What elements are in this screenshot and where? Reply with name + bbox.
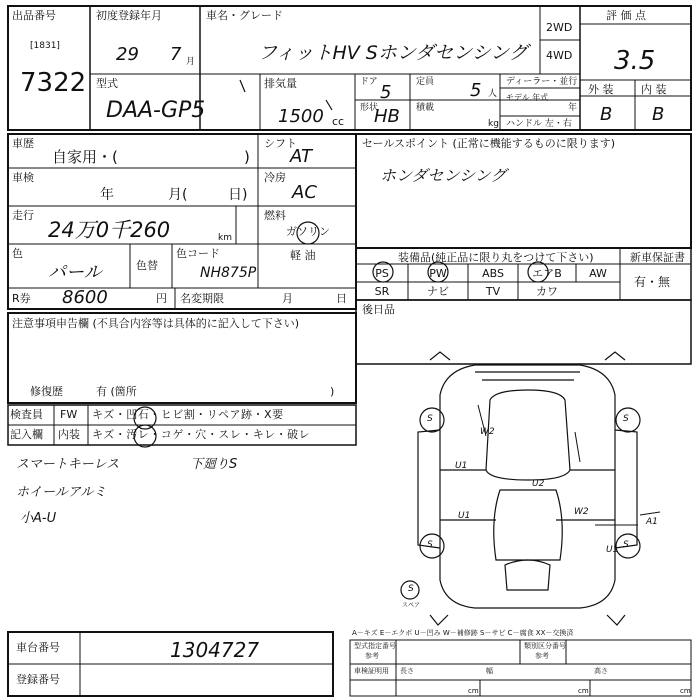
rear-items-label: 後日品 xyxy=(362,303,395,316)
warranty-value: 有・無 xyxy=(634,275,671,289)
equip-abs: ABS xyxy=(482,266,504,280)
height-label: 高さ xyxy=(594,667,608,675)
height-unit: cm xyxy=(680,687,691,695)
mark-s-front-left: S xyxy=(427,414,433,424)
entry-label: 記入欄 xyxy=(10,428,43,441)
fuel-gasoline: ガソリン xyxy=(286,225,330,238)
mark-w2-right: W2 xyxy=(574,507,589,517)
inspection-day: 日) xyxy=(228,187,248,203)
door-value: 5 xyxy=(380,82,392,103)
model-label: 型式 xyxy=(96,77,118,90)
name-change-day: 日 xyxy=(336,292,347,305)
type-cert-label: 型式指定番号 xyxy=(354,642,396,650)
mark-s-rear-right: S xyxy=(623,540,629,550)
category-label: 類別区分番号 xyxy=(524,642,566,650)
repair-label: 修復歴 xyxy=(30,385,63,398)
dealer-label: ディーラー・並行 xyxy=(506,77,578,87)
damage-legend: A－キズ E－エクボ U－凹み W－補修跡 S－サビ C－腐食 XX－交換済 xyxy=(352,629,574,637)
recycle-label: R券 xyxy=(12,292,31,305)
score-label: 評 価 点 xyxy=(606,9,646,22)
length-label: 長さ xyxy=(400,667,414,675)
notes-label: 注意事項申告欄 (不具合内容等は具体的に記入して下さい) xyxy=(12,317,300,330)
mileage-label: 走行 xyxy=(12,209,34,222)
fuel-label: 燃料 xyxy=(264,209,286,222)
interior-grade: B xyxy=(652,104,665,125)
interior-box-label: 内装 xyxy=(58,428,80,441)
displacement-value: 1500 xyxy=(278,106,324,127)
inspection-year: 年 xyxy=(100,187,114,203)
interior-items: キズ・汚レ・コゲ・穴・スレ・キレ・破レ xyxy=(92,428,311,441)
capacity-unit: 人 xyxy=(488,89,498,99)
mileage-value: 24万0千260 xyxy=(48,218,171,242)
exterior-label: 外 装 xyxy=(588,83,614,96)
ac-value: AC xyxy=(292,182,317,203)
shift-value: AT xyxy=(290,146,312,167)
exterior-grade: B xyxy=(600,104,613,125)
spare-note: スペア xyxy=(402,602,421,609)
usage-close: ) xyxy=(244,148,250,166)
mileage-unit: km xyxy=(218,233,232,243)
chassis-value: 1304727 xyxy=(170,638,260,662)
car-diagram xyxy=(134,77,660,625)
equip-aw: AW xyxy=(589,266,607,280)
displacement-unit: cc xyxy=(332,115,345,128)
equip-leather: カワ xyxy=(536,285,558,298)
month-unit: 月 xyxy=(186,57,196,67)
equip-sr: SR xyxy=(374,284,390,298)
fuel-diesel: 軽 油 xyxy=(290,249,316,262)
inspection-month: 月( xyxy=(168,187,188,203)
inspection-label: 車検 xyxy=(12,171,34,184)
displacement-label: 排気量 xyxy=(264,77,297,90)
handwritten-note-2: ホイールアルミ xyxy=(16,485,107,500)
mark-s-rear-left: S xyxy=(427,540,433,550)
fw-items: キズ・凹石・ヒビ割・リペア跡・X要 xyxy=(92,408,284,421)
sales-point-value: ホンダセンシング xyxy=(380,166,507,185)
model-value: DAA-GP5 xyxy=(106,98,206,123)
mark-u1-right: U1 xyxy=(606,545,619,555)
inspector-label: 検査員 xyxy=(10,408,43,421)
name-change-month: 月 xyxy=(282,292,293,305)
mark-a1-right: A1 xyxy=(646,517,658,527)
color-code-label: 色コード xyxy=(176,247,220,260)
lot-number: 7322 xyxy=(20,68,87,98)
equip-navi: ナビ xyxy=(427,285,449,298)
repair-close: ) xyxy=(330,385,335,398)
repair-value: 有 (箇所 xyxy=(96,385,137,398)
first-reg-month: 7 xyxy=(170,44,182,65)
mark-u2-roof: U2 xyxy=(532,479,545,489)
shape-label: 形状 xyxy=(360,103,379,113)
usage-value: 自家用・( xyxy=(52,148,118,166)
lot-label: 出品番号 xyxy=(12,9,56,22)
color-label: 色 xyxy=(12,247,23,260)
interior-label: 内 装 xyxy=(641,83,667,96)
first-reg-label: 初度登録年月 xyxy=(96,9,162,22)
mark-s-front-right: S xyxy=(623,414,629,424)
mark-w2-front: W2 xyxy=(480,427,495,437)
sales-point-label: セールスポイント (正常に機能するものに限ります) xyxy=(362,137,616,150)
color-code-value: NH875P xyxy=(200,265,257,281)
color-change-label: 色替 xyxy=(136,259,158,272)
lot-small-number: [1831] xyxy=(30,41,60,51)
mark-u1-left: U1 xyxy=(455,461,468,471)
shift-label: シフト xyxy=(264,137,297,150)
width-unit: cm xyxy=(578,687,589,695)
drive-4wd: 4WD xyxy=(546,49,573,62)
chassis-label: 車台番号 xyxy=(16,641,60,654)
load-label: 積載 xyxy=(416,103,435,113)
handwritten-note-3: 小A-U xyxy=(20,511,57,526)
vehicle-cert-label: 車検証明用 xyxy=(354,667,389,675)
usage-label: 車歴 xyxy=(12,137,34,150)
ac-label: 冷房 xyxy=(264,171,286,184)
mark-u1-left-rear: U1 xyxy=(458,511,471,521)
equipment-label: 装備品(純正品に限り丸をつけて下さい) xyxy=(398,251,594,264)
length-unit: cm xyxy=(468,687,479,695)
fw-label: FW xyxy=(60,408,78,421)
car-name: フィットHV Sホンダセンシング xyxy=(258,42,528,64)
shape-value: HB xyxy=(374,106,400,127)
mark-s-spare: S xyxy=(408,584,414,594)
door-label: ドア xyxy=(360,77,378,87)
drive-2wd: 2WD xyxy=(546,21,573,34)
name-label: 車名・グレード xyxy=(206,9,283,22)
year-unit: 年 xyxy=(568,103,578,113)
model-year-label: モデル 年式 xyxy=(506,93,549,102)
color-value: パール xyxy=(48,262,102,283)
capacity-value: 5 xyxy=(470,80,482,101)
equip-pw: PW xyxy=(429,266,447,280)
name-change-label: 名変期限 xyxy=(180,292,224,305)
first-reg-year: 29 xyxy=(116,44,139,65)
score-value: 3.5 xyxy=(614,46,656,76)
handle-label: ハンドル 左・右 xyxy=(506,119,572,129)
capacity-label: 定員 xyxy=(416,77,435,87)
handwritten-note-right: 下廻りS xyxy=(190,457,238,472)
handwritten-note-1: スマートキーレス xyxy=(16,457,120,472)
width-label: 幅 xyxy=(486,667,493,675)
equip-tv: TV xyxy=(485,284,501,298)
reg-label: 登録番号 xyxy=(16,673,60,686)
load-unit: kg xyxy=(488,119,499,129)
recycle-value: 8600 xyxy=(62,287,108,308)
equip-airbag: エアB xyxy=(532,267,562,280)
ref-label-2: 参考 xyxy=(535,652,549,660)
recycle-unit: 円 xyxy=(156,292,167,305)
equip-ps: PS xyxy=(375,266,389,280)
ref-label-1: 参考 xyxy=(365,652,379,660)
warranty-label: 新車保証書 xyxy=(630,251,685,264)
